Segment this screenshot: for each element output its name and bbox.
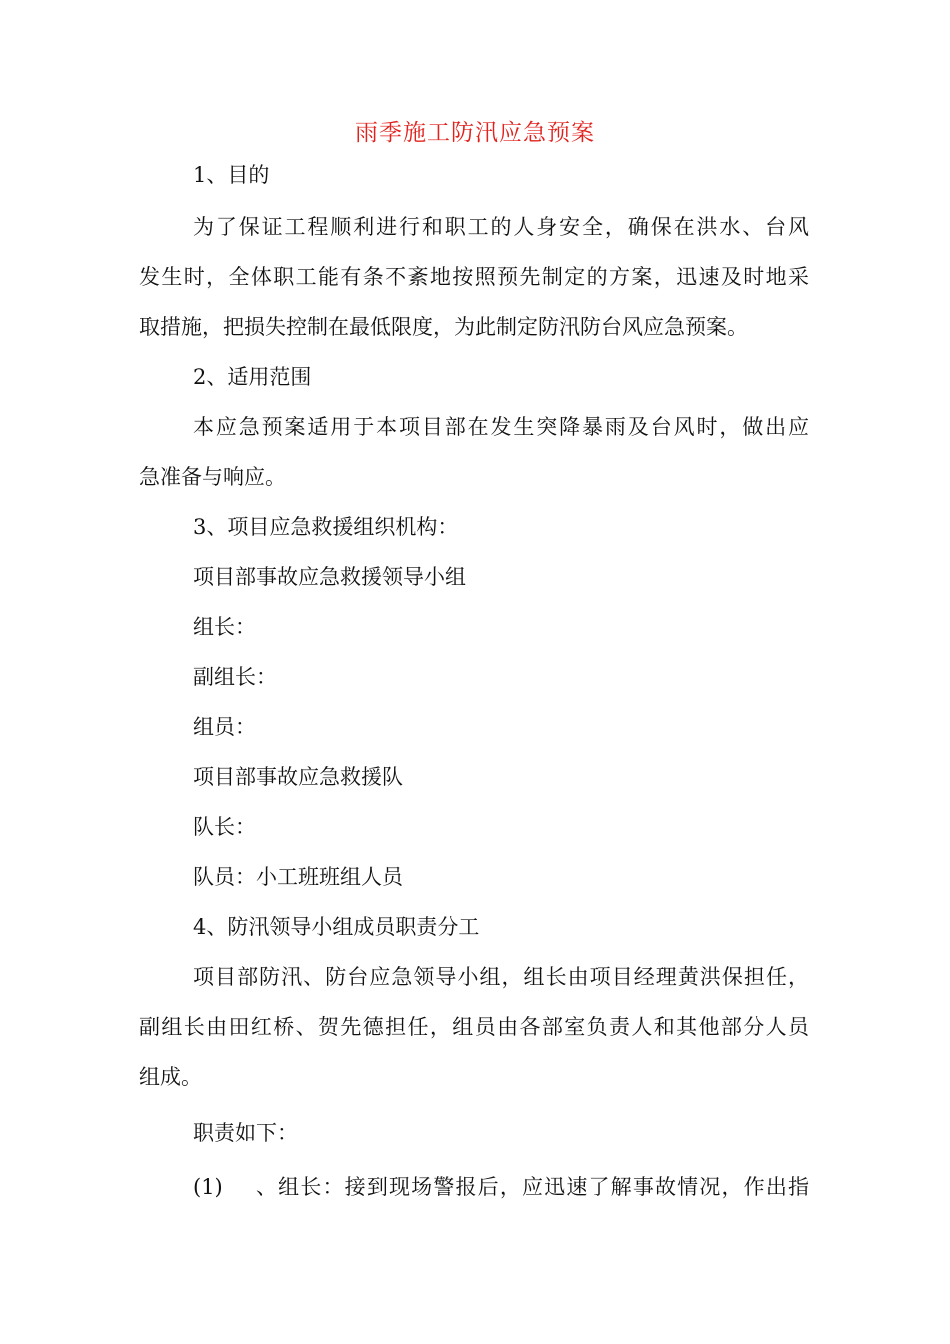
section-1-heading: 1、目的 bbox=[193, 163, 270, 187]
section-4-paragraph-line-1: 项目部防汛、防台应急领导小组，组长由项目经理黄洪保担任， bbox=[193, 965, 809, 989]
vice-leader-label: 副组长： bbox=[193, 665, 277, 689]
section-2-paragraph-line-2: 急准备与响应。 bbox=[139, 465, 286, 489]
rescue-team-title: 项目部事故应急救援队 bbox=[193, 765, 403, 789]
section-1-paragraph-line-3: 取措施，把损失控制在最低限度，为此制定防汛防台风应急预案。 bbox=[139, 315, 748, 339]
captain-label: 队长： bbox=[193, 815, 256, 839]
section-3-heading: 3、项目应急救援组织机构： bbox=[193, 515, 459, 539]
section-2-heading: 2、适用范围 bbox=[193, 365, 312, 389]
leader-label: 组长： bbox=[193, 615, 256, 639]
leadership-group-title: 项目部事故应急救援领导小组 bbox=[193, 565, 466, 589]
section-4-paragraph-line-2: 副组长由田红桥、贺先德担任，组员由各部室负责人和其他部分人员 bbox=[139, 1015, 809, 1039]
item-1-number: (1) bbox=[193, 1175, 223, 1199]
document-title: 雨季施工防汛应急预案 bbox=[355, 120, 595, 146]
section-4-heading: 4、防汛领导小组成员职责分工 bbox=[193, 915, 480, 939]
team-members-label: 队员：小工班班组人员 bbox=[193, 865, 403, 889]
section-2-paragraph-line-1: 本应急预案适用于本项目部在发生突降暴雨及台风时，做出应 bbox=[193, 415, 809, 439]
members-label: 组员： bbox=[193, 715, 256, 739]
section-1-paragraph-line-1: 为了保证工程顺利进行和职工的人身安全，确保在洪水、台风 bbox=[193, 215, 809, 239]
item-1-text: 、组长：接到现场警报后，应迅速了解事故情况，作出指 bbox=[256, 1175, 809, 1199]
duties-label: 职责如下： bbox=[193, 1121, 298, 1145]
section-4-paragraph-line-3: 组成。 bbox=[139, 1065, 202, 1089]
section-1-paragraph-line-2: 发生时，全体职工能有条不紊地按照预先制定的方案，迅速及时地采 bbox=[139, 265, 809, 289]
